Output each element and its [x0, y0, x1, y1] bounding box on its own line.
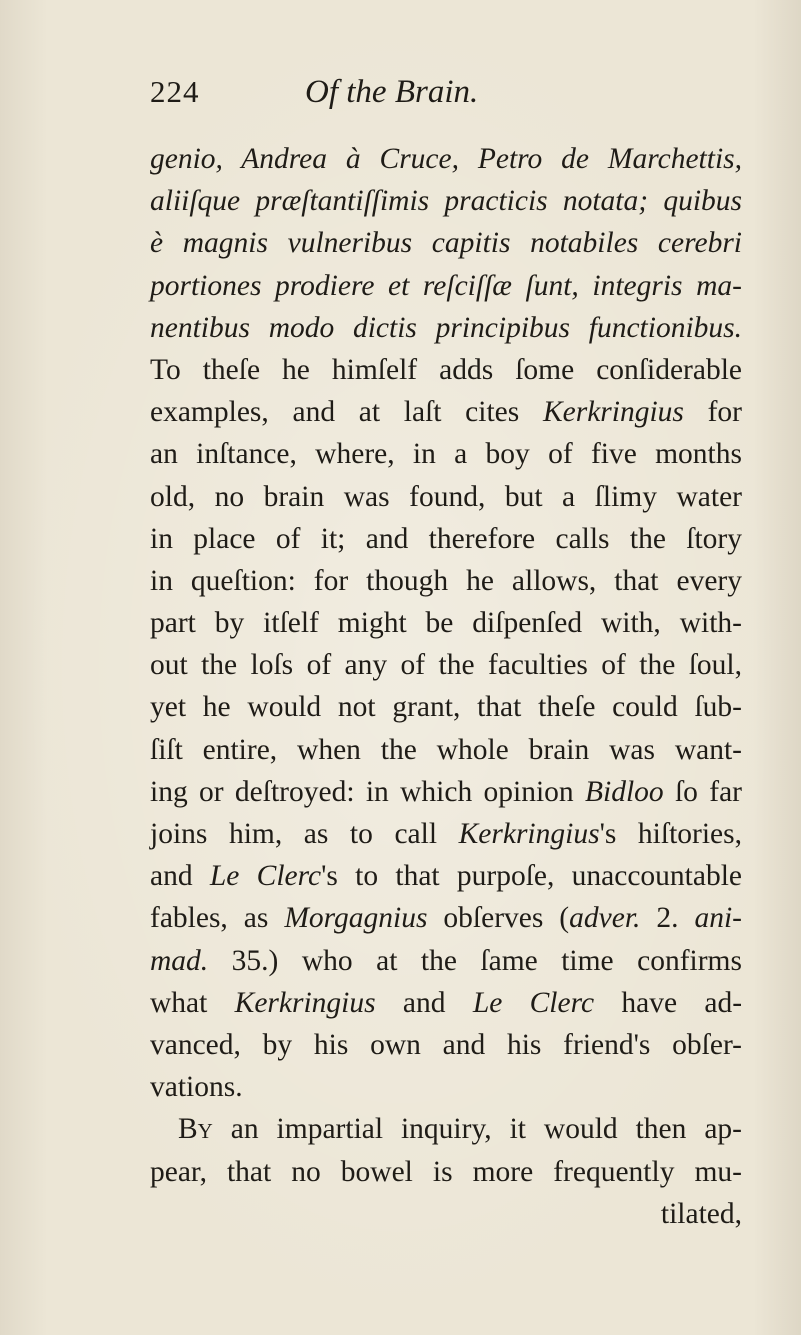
text-line: an inſtance, where, in a boy of five months	[150, 438, 742, 471]
text-line: old, no brain was found, but a ſlimy water	[150, 480, 742, 513]
text-line: and Le Clerc's to that purpoſe, unaccountable	[150, 860, 743, 893]
text-line: in queſtion: for though he allows, that every	[150, 564, 742, 597]
text-line: fables, as Morgagnius obſerves (adver. 2. ani-	[150, 902, 742, 935]
text-line: pear, that no bowel is more frequently mu-	[150, 1155, 742, 1188]
text-line: ing or deſtroyed: in which opinion Bidloo ſo far	[150, 775, 742, 808]
text-line: nentibus modo dictis principibus functionibus.	[150, 311, 742, 344]
text-line: è magnis vulneribus capitis notabiles cerebri	[150, 227, 742, 260]
text-line: By an impartial inquiry, it would then ap-	[178, 1113, 742, 1146]
text-line: genio, Andrea à Cruce, Petro de Marchettis,	[150, 143, 742, 175]
text-line: in place of it; and therefore calls the ſtory	[150, 522, 742, 555]
text-line: To theſe he himſelf adds ſome conſiderable	[150, 353, 742, 386]
text-line: vations.	[150, 1071, 243, 1104]
text-line: joins him, as to call Kerkringius's hiſtories,	[150, 818, 742, 850]
page-number: 224	[150, 74, 200, 109]
text-line: yet he would not grant, that theſe could ſub-	[150, 691, 742, 724]
text-line: portiones prodiere et reſciſſæ ſunt, integris ma-	[150, 269, 742, 302]
running-head	[150, 74, 741, 134]
text-line: mad. 35.) who at the ſame time confirms	[150, 944, 742, 977]
text-line: ſiſt entire, when the whole brain was want-	[150, 733, 742, 766]
text-line: what Kerkringius and Le Clerc have ad-	[150, 986, 743, 1019]
body-text	[150, 138, 742, 1235]
text-line: tilated,	[660, 1197, 742, 1230]
text-line: out the loſs of any of the faculties of the ſoul,	[150, 649, 742, 682]
text-line: part by itſelf might be diſpenſed with, with-	[150, 607, 742, 640]
text-line: examples, and at laſt cites Kerkringius for	[150, 396, 742, 429]
text-line: aliiſque præſtantiſſimis practicis notata; quibus	[150, 185, 742, 218]
text-line: vanced, by his own and his friend's obſer-	[150, 1028, 742, 1061]
running-title: Of the Brain.	[305, 74, 479, 110]
